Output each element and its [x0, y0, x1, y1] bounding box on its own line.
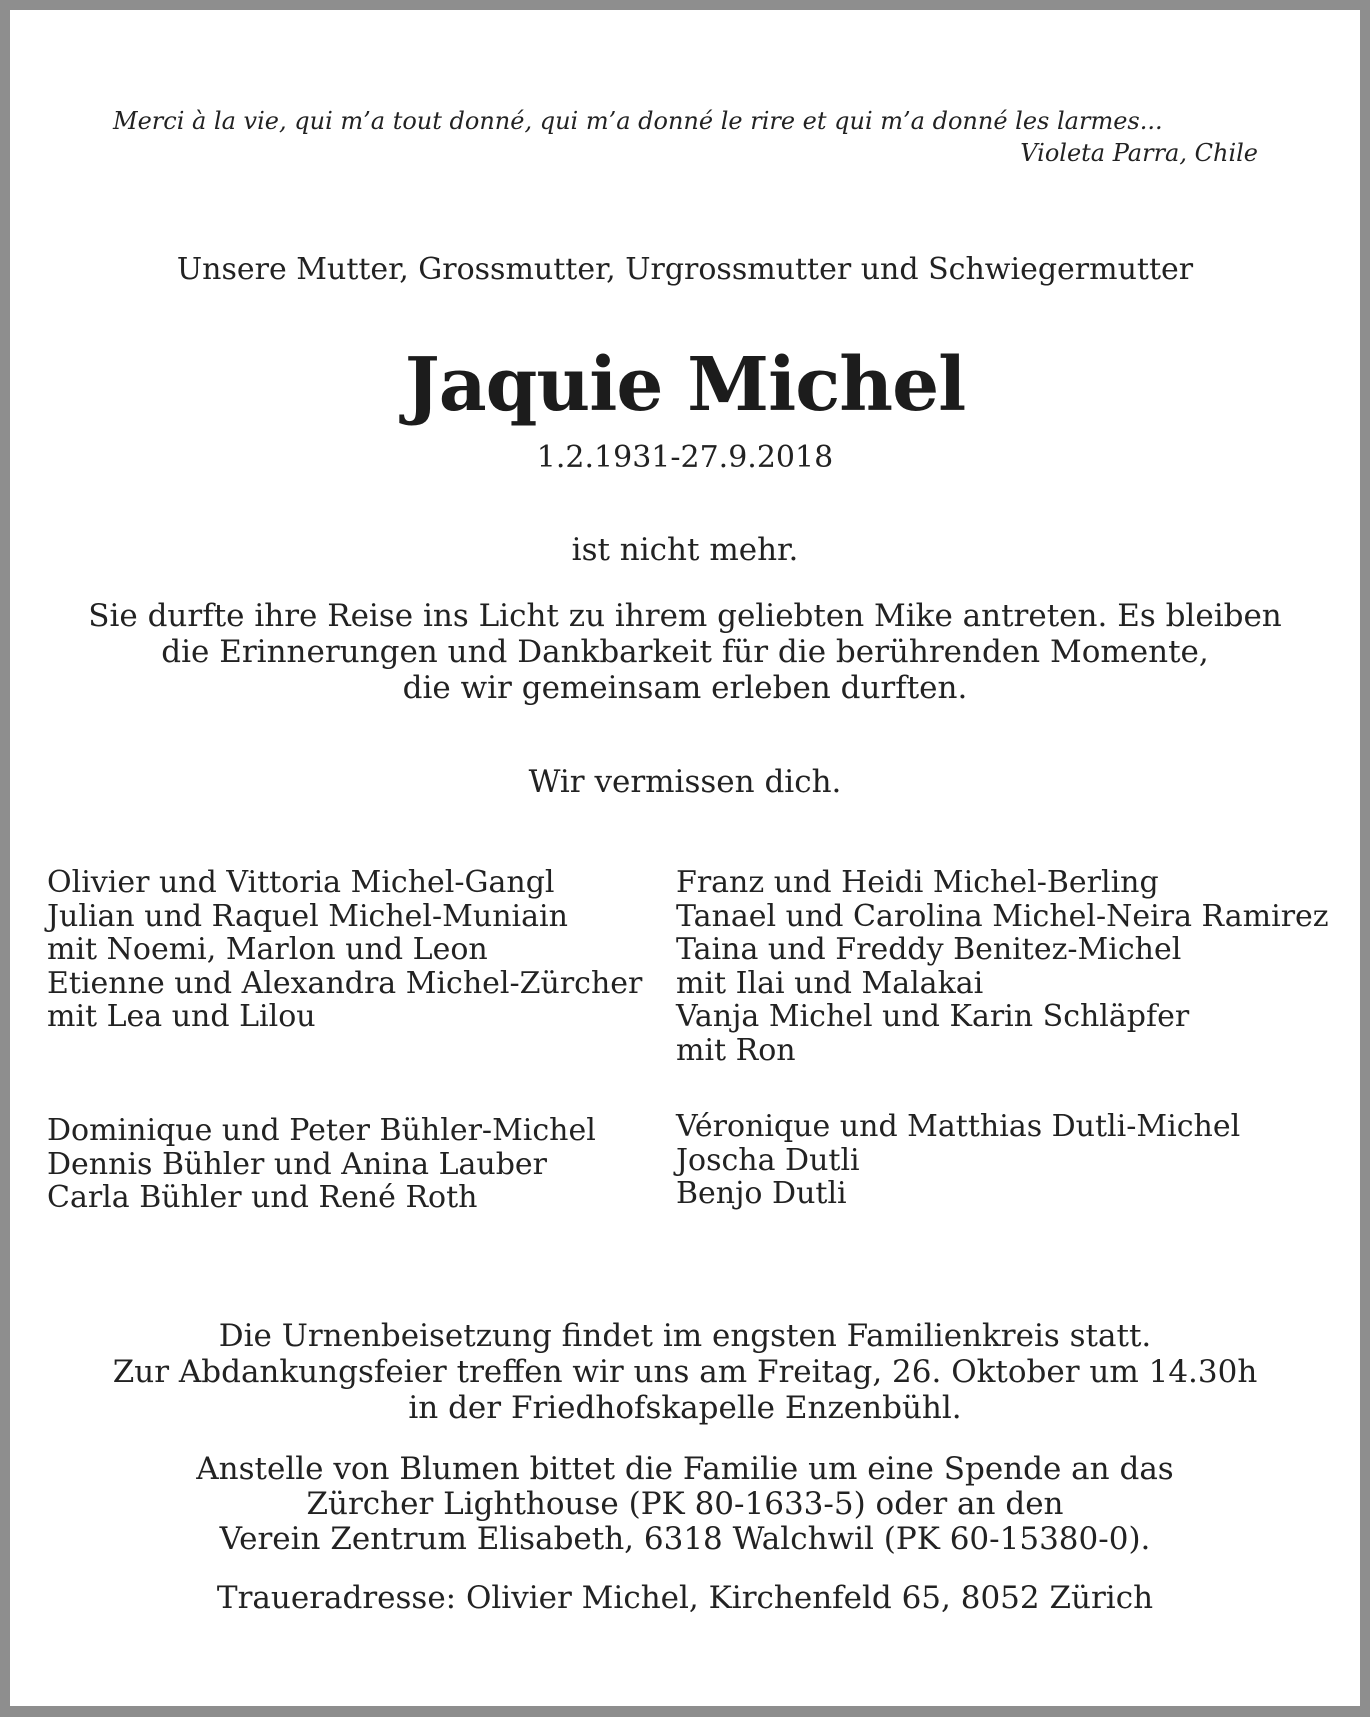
family-line: Vanja Michel und Karin Schläpfer — [676, 999, 1190, 1034]
family-group-left-bottom — [47, 1114, 596, 1215]
family-line: Franz und Heidi Michel-Berling — [676, 865, 1159, 900]
family-line: Dennis Bühler und Anina Lauber — [47, 1146, 548, 1182]
family-line: Tanael und Carolina Michel-Neira Ramirez — [676, 898, 1329, 934]
family-line: Dominique und Peter Bühler-Michel — [47, 1113, 596, 1148]
family-line: mit Ilai und Malakai — [676, 965, 984, 1001]
family-line: mit Noemi, Marlon und Leon — [47, 932, 488, 967]
family-line: Carla Bühler und René Roth — [47, 1180, 478, 1215]
family-line: Joscha Dutli — [676, 1142, 860, 1178]
ceremony-line: Die Urnenbeisetzung findet im engsten Familienkreis statt. — [218, 1318, 1152, 1354]
donation-line: Zürcher Lighthouse (PK 80-1633-5) oder an den — [306, 1486, 1064, 1522]
family-line: Taina und Freddy Benitez-Michel — [676, 932, 1182, 967]
life-dates: 1.2.1931-27.9.2018 — [536, 440, 834, 475]
family-line: mit Lea und Lilou — [47, 999, 316, 1034]
family-line: mit Ron — [676, 1032, 796, 1068]
status-line: ist nicht mehr. — [571, 532, 799, 568]
donation-notice — [10, 1452, 1360, 1557]
ceremony-line: in der Friedhofskapelle Enzenbühl. — [408, 1390, 962, 1426]
intro-line: Unsere Mutter, Grossmutter, Urgrossmutter und Schwiegermutter — [176, 252, 1194, 287]
ceremony-line: Zur Abdankungsfeier treffen wir uns am Freitag, 26. Oktober um 14.30h — [112, 1354, 1258, 1390]
closing-line: Wir vermissen dich. — [528, 764, 842, 800]
donation-line: Anstelle von Blumen bittet die Familie um eine Spende an das — [196, 1451, 1174, 1487]
body-line: Sie durfte ihre Reise ins Licht zu ihrem geliebten Mike antreten. Es bleiben — [88, 598, 1282, 634]
epigraph-quote — [113, 105, 1258, 169]
body-paragraph — [10, 598, 1360, 706]
family-group-right-bottom — [676, 1110, 1240, 1211]
family-line: Olivier und Vittoria Michel-Gangl — [47, 865, 555, 900]
mourning-address: Traueradresse: Olivier Michel, Kirchenfeld 65, 8052 Zürich — [216, 1580, 1154, 1616]
family-group-left-top — [47, 866, 642, 1034]
family-line: Etienne und Alexandra Michel-Zürcher — [47, 965, 643, 1001]
family-line: Véronique und Matthias Dutli-Michel — [676, 1109, 1241, 1144]
ceremony-notice — [10, 1318, 1360, 1426]
deceased-name: Jaquie Michel — [404, 342, 966, 428]
family-group-right-top — [676, 866, 1329, 1067]
family-line: Benjo Dutli — [676, 1176, 847, 1211]
quote-author: Violeta Parra, Chile — [1020, 139, 1258, 167]
obituary-page — [10, 10, 1360, 1706]
body-line: die Erinnerungen und Dankbarkeit für die berührenden Momente, — [161, 634, 1209, 670]
quote-text: Merci à la vie, qui m’a tout donné, qui m’a donné le rire et qui m’a donné les larmes... — [113, 107, 1163, 135]
family-line: Julian und Raquel Michel-Muniain — [47, 898, 568, 934]
body-line: die wir gemeinsam erleben durften. — [402, 670, 968, 706]
donation-line: Verein Zentrum Elisabeth, 6318 Walchwil (PK 60-15380-0). — [219, 1521, 1151, 1557]
